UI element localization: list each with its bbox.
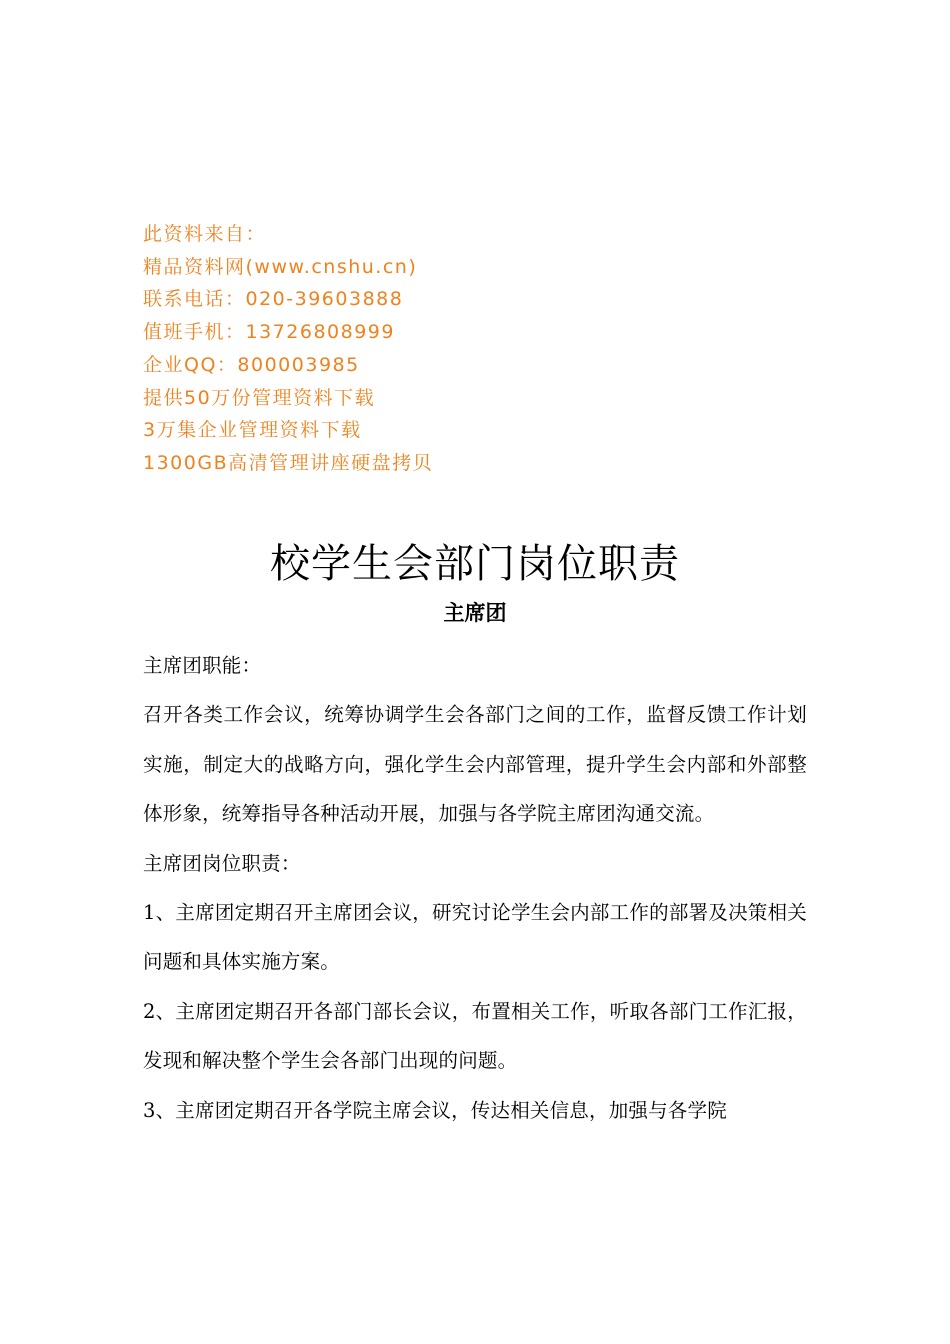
promo-qq-line: 企业QQ：800003985 xyxy=(143,353,360,376)
paragraph-duty-1: 1、主席团定期召开主席团会议，研究讨论学生会内部工作的部署及决策相关问题和具体实施方案。 xyxy=(143,901,807,974)
document-title: 校学生会部门岗位职责 xyxy=(270,541,680,587)
promo-phone-line: 联系电话：020-39603888 xyxy=(143,288,404,311)
promo-website-line: 精品资料网(www.cnshu.cn) xyxy=(143,255,418,278)
promo-source-line: 此资料来自： xyxy=(143,223,267,245)
paragraph-duty-3: 3、主席团定期召开各学院主席会议，传达相关信息，加强与各学院 xyxy=(143,1098,727,1122)
paragraph-duty-2: 2、主席团定期召开各部门部长会议，布置相关工作，听取各部门工作汇报，发现和解决整个学生会各部门出现的问题。 xyxy=(143,999,807,1073)
paragraph-functions: 召开各类工作会议，统筹协调学生会各部门之间的工作，监督反馈工作计划实施，制定大的战略方向，强化学生会内部管理，提升学生会内部和外部整体形象，统筹指导各种活动开展，加强与各学院主席团沟通交流。 xyxy=(143,703,807,826)
document-body xyxy=(143,641,807,1135)
promo-mobile-line: 值班手机：13726808999 xyxy=(143,321,395,344)
section-heading: 主席团 xyxy=(443,601,507,625)
promo-block xyxy=(143,218,743,480)
paragraph-functions-heading: 主席团职能： xyxy=(143,654,262,677)
promo-offer-line: 提供50万份管理资料下载 xyxy=(143,386,376,409)
promo-video-line: 3万集企业管理资料下载 xyxy=(143,419,362,442)
promo-disk-line: 1300GB高清管理讲座硬盘拷贝 xyxy=(143,451,434,474)
paragraph-duties-heading: 主席团岗位职责： xyxy=(143,851,301,875)
